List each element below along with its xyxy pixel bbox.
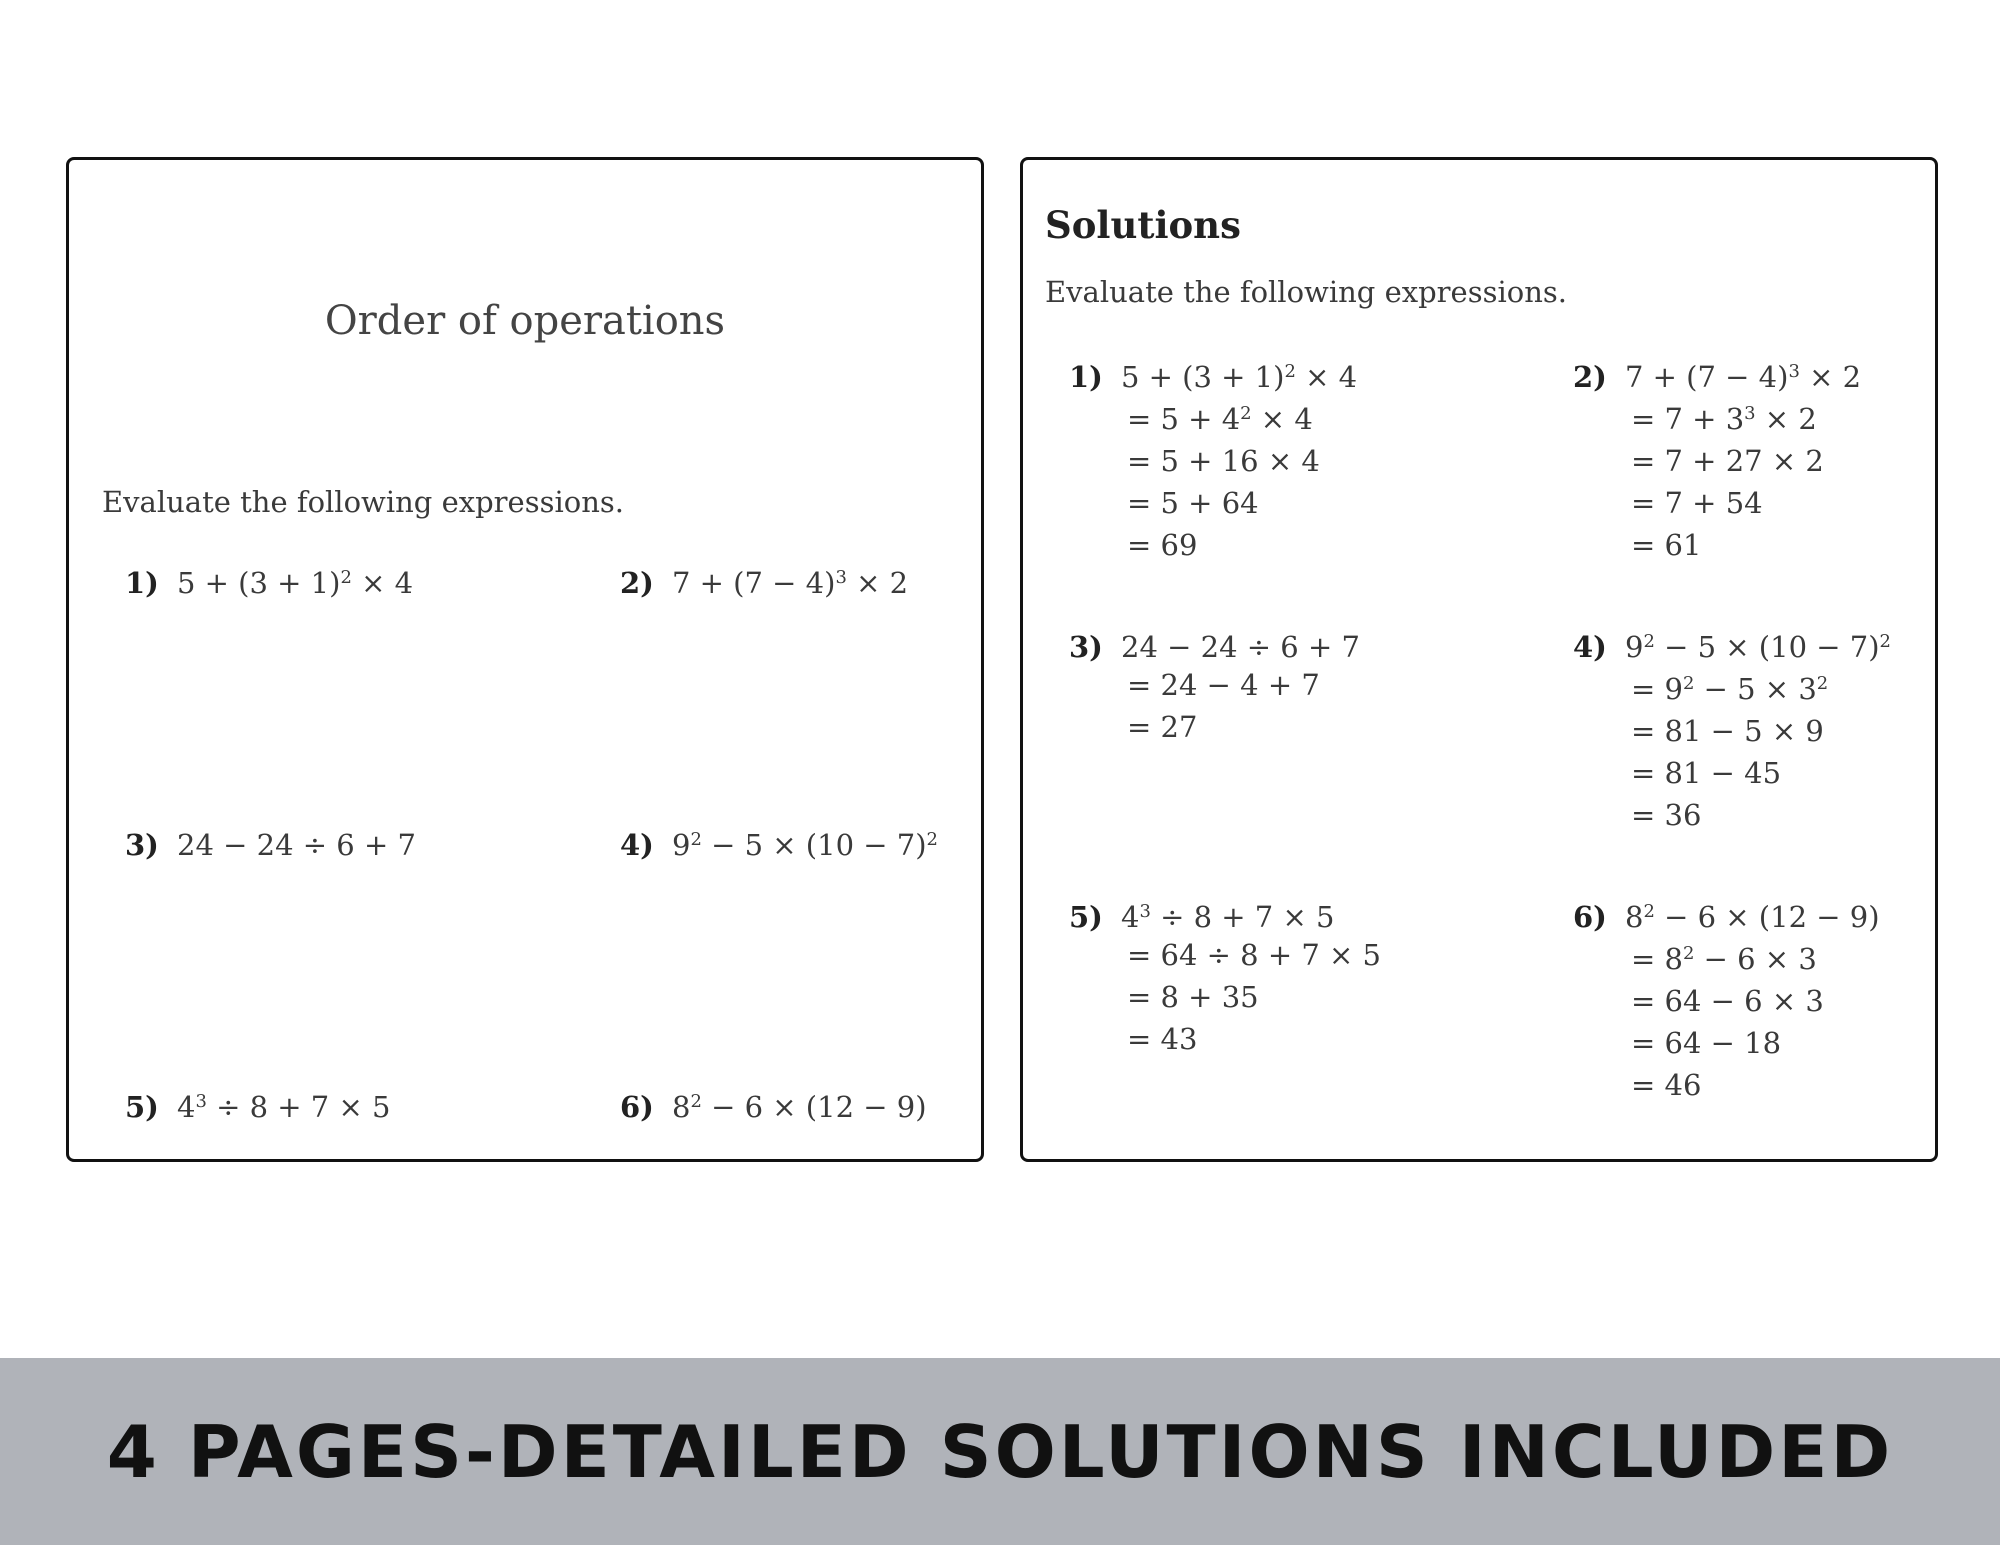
solution-3 — [1069, 630, 1360, 748]
problem-number: 1) — [1069, 360, 1103, 394]
problem-expression: $8^2 - 6 \times (12 - 9)$ — [1625, 900, 1880, 934]
problem-2 — [620, 566, 908, 600]
worksheet-page — [66, 157, 984, 1162]
solutions-page — [1020, 157, 1938, 1162]
solution-step: = $5 + 4^2 \times 4$ — [1127, 402, 1313, 436]
solution-step: = 5 + 64 — [1127, 486, 1259, 520]
problem-expression: $4^3 \div 8 + 7 \times 5$ — [1121, 900, 1335, 934]
problem-number: 6) — [1573, 900, 1607, 934]
solution-step: = $9^2 - 5 \times 3^2$ — [1631, 672, 1829, 706]
problem-expression: $9^2 - 5 \times (10 - 7)^2$ — [672, 828, 938, 862]
solution-step: = 81 − 5 × 9 — [1631, 714, 1824, 748]
solution-step: = 36 — [1631, 798, 1702, 832]
footer-text: 4 PAGES-DETAILED SOLUTIONS INCLUDED — [106, 1410, 1894, 1494]
solution-step: = 61 — [1631, 528, 1702, 562]
solution-step: = 24 − 4 + 7 — [1127, 668, 1320, 702]
problem-number: 3) — [125, 828, 159, 862]
solution-step: = 8 + 35 — [1127, 980, 1259, 1014]
solution-step: = 81 − 45 — [1631, 756, 1782, 790]
solution-step: = 27 — [1127, 710, 1198, 744]
solution-step: = 69 — [1127, 528, 1198, 562]
problem-number: 5) — [125, 1090, 159, 1124]
problem-expression: $5 + (3 + 1)^2 \times 4$ — [1121, 360, 1358, 394]
worksheet-title: Order of operations — [324, 298, 726, 344]
solution-4 — [1573, 630, 1891, 836]
problem-number: 4) — [620, 828, 654, 862]
solution-step: = 64 − 6 × 3 — [1631, 984, 1824, 1018]
solution-step: = $7 + 3^3 \times 2$ — [1631, 402, 1817, 436]
solution-step: = 7 + 54 — [1631, 486, 1763, 520]
problem-expression: $7 + (7 - 4)^3 \times 2$ — [672, 566, 909, 600]
problem-6 — [620, 1090, 927, 1124]
problem-3 — [125, 828, 416, 862]
problem-expression: $8^2 - 6 \times (12 - 9)$ — [672, 1090, 927, 1124]
problem-number: 5) — [1069, 900, 1103, 934]
problem-expression: 24 − 24 ÷ 6 + 7 — [177, 828, 416, 862]
solution-step: = 5 + 16 × 4 — [1127, 444, 1320, 478]
problem-number: 3) — [1069, 630, 1103, 664]
problem-expression: $4^3 \div 8 + 7 \times 5$ — [177, 1090, 391, 1124]
solution-step: = 7 + 27 × 2 — [1631, 444, 1824, 478]
solution-5 — [1069, 900, 1381, 1060]
problem-expression: $5 + (3 + 1)^2 \times 4$ — [177, 566, 414, 600]
problem-expression: $9^2 - 5 \times (10 - 7)^2$ — [1625, 630, 1891, 664]
solution-2 — [1573, 360, 1861, 566]
solution-step: = 43 — [1127, 1022, 1198, 1056]
problem-expression: $7 + (7 - 4)^3 \times 2$ — [1625, 360, 1862, 394]
problem-number: 1) — [125, 566, 159, 600]
footer-banner — [0, 1358, 2000, 1545]
solution-6 — [1573, 900, 1880, 1106]
solution-step: = 64 − 18 — [1631, 1026, 1782, 1060]
problem-number: 2) — [1573, 360, 1607, 394]
solutions-instructions: Evaluate the following expressions. — [1045, 275, 1567, 309]
problem-number: 4) — [1573, 630, 1607, 664]
solution-step: = 46 — [1631, 1068, 1702, 1102]
problem-number: 2) — [620, 566, 654, 600]
solutions-heading: Solutions — [1045, 203, 1241, 247]
problem-number: 6) — [620, 1090, 654, 1124]
problem-4 — [620, 828, 938, 862]
worksheet-instructions: Evaluate the following expressions. — [102, 485, 624, 519]
solution-step: = $8^2 - 6 \times 3$ — [1631, 942, 1817, 976]
solution-step: = 64 ÷ 8 + 7 × 5 — [1127, 938, 1381, 972]
problem-5 — [125, 1090, 390, 1124]
solution-1 — [1069, 360, 1357, 566]
problem-expression: 24 − 24 ÷ 6 + 7 — [1121, 630, 1360, 664]
problem-1 — [125, 566, 413, 600]
